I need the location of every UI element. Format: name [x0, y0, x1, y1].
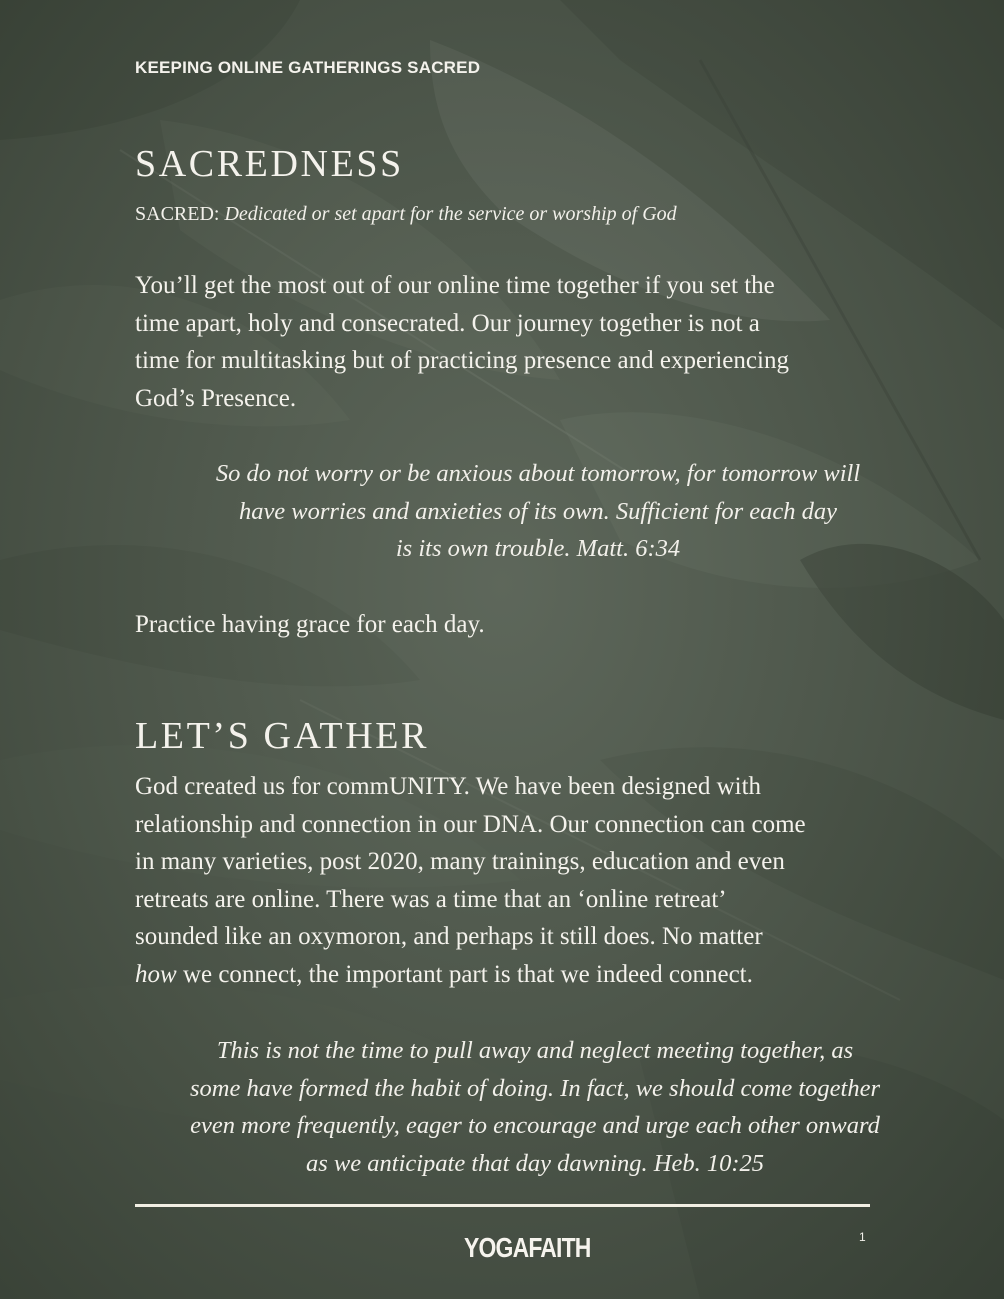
paragraph-line: God created us for commUNITY. We have been designed with: [135, 773, 762, 800]
definition-term: SACRED:: [135, 203, 220, 225]
paragraph-line: relationship and connection in our DNA. Our connection can come: [135, 810, 806, 838]
section-title-lets-gather: LET’S GATHER: [135, 715, 430, 757]
paragraph-line: You’ll get the most out of our online time together if you set the: [135, 272, 775, 299]
scripture-quote-hebrews: [120, 1032, 950, 1182]
closing-line: Practice having grace for each day.: [135, 611, 485, 638]
gather-paragraph: [135, 768, 955, 993]
emphasis-how: how: [135, 960, 177, 988]
quote-line: So do not worry or be anxious about tomorrow, for tomorrow will: [215, 460, 861, 487]
paragraph-line: [135, 956, 955, 994]
paragraph-line: God’s Presence.: [135, 384, 297, 412]
paragraph-line: retreats are online. There was a time that an ‘online retreat’: [135, 885, 727, 913]
yogafaith-logo: YOGAFAITH: [464, 1232, 591, 1263]
paragraph-line: time for multitasking but of practicing presence and experiencing: [135, 347, 789, 374]
paragraph-line: sounded like an oxymoron, and perhaps it still does. No matter: [135, 923, 763, 950]
quote-line: some have formed the habit of doing. In fact, we should come together: [190, 1074, 880, 1102]
sacredness-paragraph: [135, 267, 925, 417]
definition: [135, 203, 677, 226]
quote-line: This is not the time to pull away and neglect meeting together, as: [216, 1037, 854, 1064]
quote-line: even more frequently, eager to encourage and urge each other onward: [190, 1112, 880, 1139]
paragraph-line: in many varieties, post 2020, many trainings, education and even: [135, 848, 785, 875]
quote-line: is its own trouble. Matt. 6:34: [395, 535, 681, 562]
scripture-quote-matthew: [135, 455, 941, 568]
section-title-sacredness: SACREDNESS: [135, 143, 404, 185]
quote-line: have worries and anxieties of its own. Sufficient for each day: [238, 497, 838, 525]
page-number: 1: [859, 1230, 866, 1244]
paragraph-line: time apart, holy and consecrated. Our journey together is not a: [135, 309, 760, 337]
footer-divider: [135, 1204, 870, 1207]
document-kicker: KEEPING ONLINE GATHERINGS SACRED: [135, 58, 481, 77]
quote-line: as we anticipate that day dawning. Heb. 10:25: [306, 1149, 764, 1177]
definition-text: Dedicated or set apart for the service or worship of God: [224, 203, 677, 225]
paragraph-line-rest: we connect, the important part is that we indeed connect.: [176, 960, 753, 988]
